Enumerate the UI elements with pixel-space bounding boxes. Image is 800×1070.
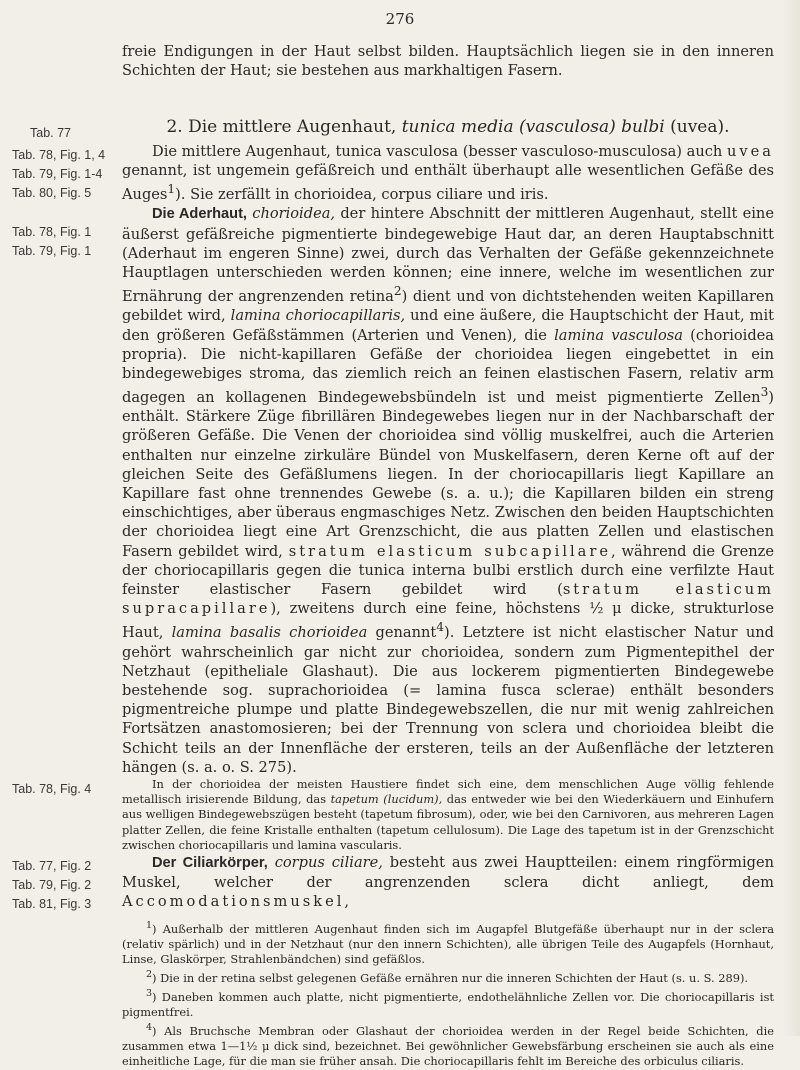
body-text [122,142,774,1070]
heading-suffix: (uvea). [664,117,730,137]
text-run: (chorioidea propria). Die nicht-kapillaren Gefäße der chorioidea liegen eingebettet in ein bindegewebiges stroma, das ziemlich reich an feinen elastischen Fasern, relativ arm dagegen an kollagenen Bindegewebsbündeln ist und meist pigmentierte Zellen [122,326,775,407]
footnote [122,918,774,967]
term-italic: lamina vasculosa [554,326,683,344]
text-run: genannt [367,624,437,642]
text-run: ). Sie zerfällt in chorioidea, corpus ciliare und iris. [175,186,549,204]
margin-note: Tab. 79, Fig. 1-4 [12,167,103,181]
footnote [122,986,774,1020]
text-run: Die mittlere Augenhaut, tunica vasculosa (besser vasculoso-musculosa) auch [152,143,728,160]
text-run: In der chorioidea der meisten Haustiere findet sich eine, dem menschlichen Auge völlig fehlende metallisch irisierende Bildung, das [122,776,774,807]
heading-prefix: 2. Die mittlere Augenhaut, [166,117,402,137]
footnote-ref: 4 [436,620,445,635]
margin-note: Tab. 77 [30,126,72,140]
footnote-ref: 3 [760,385,769,400]
heading-italic: tunica media (vasculosa) bulbi [401,117,665,137]
footnote-number: 3 [146,987,153,999]
term-italic: tapetum (lucidum), [330,792,443,807]
page-edge-shadow [784,0,800,1036]
margin-note: Tab. 79, Fig. 2 [12,878,92,892]
spaced-term: stratum elasticum supracapillare [122,581,774,618]
paragraph-aderhaut [122,204,774,776]
margin-note: Tab. 78, Fig. 1, 4 [12,148,106,162]
term-italic: chorioidea, [246,205,336,223]
footnote-text: ) Außerhalb der mittleren Augenhaut finden sich im Augapfel Blutgefäße überhaupt nur in der sclera (relativ spärlich) und in der Netzhaut (nur den innern Schichten), alle übrigen Teile des Augapfels (Hornhaut, Linse, Glaskörper, Strahlenbändchen) sind gefäßlos. [122,921,774,966]
page-number: 276 [385,10,415,28]
text-run: das entweder wie bei den Wiederkäuern und Einhufern aus welligen Bindegewebszügen besteht (tapetum fibrosum), oder, wie bei den Carnivoren, aus mehreren Lagen platter Zellen, die feine Kristalle enthalten (tapetum cellulosum). Die Lage des tapetum ist in der Grenzschicht zwischen choriocapillaris und lamina vascularis. [122,792,774,852]
spaced-term: uvea [727,143,774,160]
footnote-text: ) Als Bruchsche Membran oder Glashaut der chorioidea werden in der Regel beide Schichten, die zusammen etwa 1—1½ μ dick sind, bezeichnet. Bei gewöhnlicher Gewebsfärbung erscheinen sie auch als eine einheitliche Lage, für die man sie früher ansah. Die choriocapillaris fehlt im Bereiche des orbiculus ciliaris. [122,1023,774,1069]
text-run: , [344,893,350,911]
term-italic: corpus ciliare, [267,853,383,871]
text-run: ). Letztere ist nicht elastischer Natur und gehört wahrscheinlich gar nicht zur chorioidea, sondern zum Pigmentepithel der Netzhaut (epitheliale Glashaut). Die aus lockerem pigmentierten Bindegewebe bestehende sog. suprachorioidea (= lamina fusca sclerae) enthält besonders pigmentreiche plumpe und platte Bindegewebszellen, die nur mit wenig zahlreichen Fortsätzen anastomosieren; bei der Trennung von sclera und chorioidea bleibt die Schicht teils an der Innenfläche der ersteren, teils an der Außenfläche der letzteren hängen (s. a. o. S. 275). [122,624,774,776]
term-bold: Der Ciliarkörper, [152,854,268,871]
footnote-ref: 1 [167,182,176,197]
text-run: ) dient und von dichtstehenden weiten Kapillaren gebildet wird, [122,288,774,325]
spaced-term: Accomodationsmuskel [122,893,345,911]
spaced-term: stratum elasticum subcapillare [288,542,611,560]
margin-note: Tab. 78, Fig. 4 [12,782,92,796]
text-run: besteht aus zwei Hauptteilen: einem ringförmigen Muskel, welcher der angrenzenden sclera dicht anliegt, dem [122,853,774,892]
footnote [122,967,774,986]
footnote-text: ) Daneben kommen auch platte, nicht pigmentierte, endothelähnliche Zellen vor. Die choriocapillaris ist pigmentfrei. [122,989,774,1019]
paragraph-uvea [122,142,774,204]
footnote-number: 1 [146,919,153,931]
margin-note: Tab. 80, Fig. 5 [12,186,92,200]
margin-note: Tab. 78, Fig. 1 [12,225,92,239]
term-italic: lamina choriocapillaris, [230,307,406,325]
text-run: der hintere Abschnitt der mittleren Augenhaut, stellt eine äußerst gefäßreiche pigmentierte bindegewebige Haut dar, an deren Hauptabschnitt (Aderhaut im engeren Sinne) zwei, durch das Verhalten der Gefäße gekennzeichnete Hauptlagen unterschieden werden können; eine innere, welche im wesentlichen zur Ernährung der angrenzenden retina [122,205,774,306]
margin-note: Tab. 81, Fig. 3 [12,897,92,911]
term-italic: lamina basalis chorioidea [171,624,368,642]
footnote-text: ) Die in der retina selbst gelegenen Gefäße ernähren nur die inneren Schichten der Haut (s. u. S. 289). [152,970,749,985]
intro-paragraph: freie Endigungen in der Haut selbst bilden. Hauptsächlich liegen sie in den inneren Schichten der Haut; sie bestehen aus markhaltigen Fasern. [122,43,774,80]
text-run: ) enthält. Stärkere Züge fibrillären Bindegewebes liegen nur in der Nachbarschaft der größeren Gefäße. Die Venen der chorioidea sind völlig muskelfrei, auch die Arterien enthalten nur einzelne zirkuläre Bündel von Muskelfasern, deren Kerne oft auf der gleichen Seite des Gefäßlumens liegen. In der choriocapillaris liegt Kapillare an Kapillare fast ohne trennendes Gewebe (s. a. u.); die Kapillaren bilden ein streng einschichtiges, aber überaus engmaschiges Netz. Zwischen den beiden Hauptschichten der chorioidea liegt eine Art Grenzschicht, die aus platten Zellen und elastischen Fasern gebildet wird, [122,389,774,560]
footnote-number: 4 [146,1022,153,1034]
small-print-tapetum [122,777,774,853]
text-run: , während die Grenze der choriocapillaris gegen die tunica interna bulbi erstlich durch eine verfilzte Haut feinster elastischer Fasern gebildet wird ( [122,542,774,599]
paragraph-ciliarkoerper [122,853,774,912]
margin-note: Tab. 77, Fig. 2 [12,859,92,873]
footnote [122,1020,774,1069]
footnotes [122,918,774,1070]
term-bold: Die Aderhaut, [152,206,247,223]
text-run: ), zweitens durch eine feine, höchstens ½ μ dicke, strukturlose Haut, [122,600,774,642]
footnote-ref: 2 [393,284,402,299]
text-run: und eine äußere, die Hauptschicht der Haut, mit den größeren Gefäßstämmen (Arterien und Venen), die [122,307,775,344]
margin-note: Tab. 79, Fig. 1 [12,244,92,258]
section-heading [122,117,774,137]
footnote-number: 2 [146,968,153,980]
text-run: genannt, ist ungemein gefäßreich und enthält überhaupt alle wesentlichen Gefäße des Auges [122,162,774,204]
